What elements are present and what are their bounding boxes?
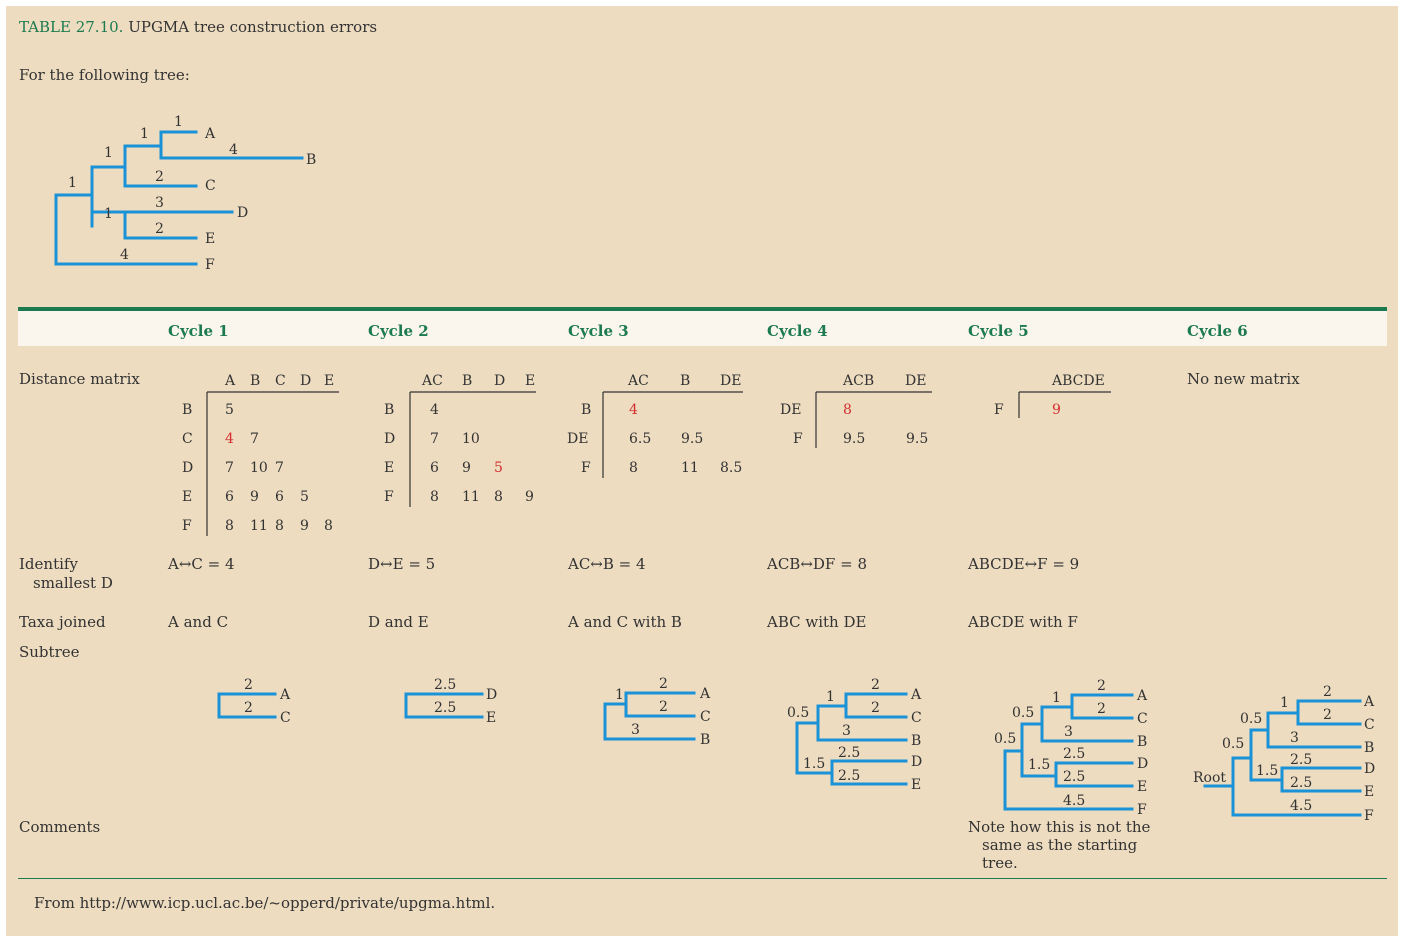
st4-leaf: C bbox=[911, 710, 922, 726]
m3-cell: 9.5 bbox=[681, 431, 704, 447]
subtree-cycle-4 bbox=[787, 677, 922, 793]
joined-2: D and E bbox=[368, 613, 429, 631]
st6-branch: 3 bbox=[1290, 730, 1299, 746]
joined-5: ABCDE with F bbox=[968, 613, 1078, 631]
cycle-header-3: Cycle 3 bbox=[568, 322, 629, 340]
start-branch: 4 bbox=[120, 247, 129, 263]
m1-row: F bbox=[182, 518, 192, 534]
st6-branch: 4.5 bbox=[1290, 798, 1313, 814]
st5-leaf: D bbox=[1137, 756, 1149, 772]
st4-branch: 2 bbox=[871, 700, 880, 716]
m1-cell: 9 bbox=[250, 489, 259, 505]
m2-cell: 8 bbox=[494, 489, 503, 505]
st4-leaf: A bbox=[911, 687, 922, 703]
m2-col: E bbox=[525, 373, 536, 389]
subtree-cycle-6 bbox=[1193, 684, 1375, 824]
row-label-identify: Identify bbox=[19, 555, 78, 573]
m3-cell-highlight: 4 bbox=[629, 402, 638, 418]
row-label-comments: Comments bbox=[19, 818, 101, 836]
row-label-matrix: Distance matrix bbox=[19, 370, 140, 388]
st4-branch: 1.5 bbox=[803, 756, 826, 772]
m1-col: B bbox=[250, 373, 261, 389]
comment-line-2: same as the starting bbox=[982, 836, 1138, 854]
start-branch: 1 bbox=[104, 206, 113, 222]
st5-leaf: C bbox=[1137, 711, 1148, 727]
m4-col: DE bbox=[905, 373, 927, 389]
cycle-header-6: Cycle 6 bbox=[1187, 322, 1248, 340]
m3-cell: 6.5 bbox=[629, 431, 652, 447]
st6-branch: 1 bbox=[1280, 695, 1289, 711]
m1-cell: 11 bbox=[250, 518, 268, 534]
st6-root-label: Root bbox=[1193, 770, 1227, 786]
cycle-header-2: Cycle 2 bbox=[368, 322, 429, 340]
m5-row: F bbox=[994, 402, 1004, 418]
st5-leaf: E bbox=[1137, 779, 1148, 795]
start-branch: 2 bbox=[155, 169, 164, 185]
st6-branch: 2.5 bbox=[1290, 775, 1313, 791]
identify-4: ACB↔DF = 8 bbox=[767, 555, 867, 573]
m1-col: A bbox=[225, 373, 236, 389]
m3-col: DE bbox=[720, 373, 742, 389]
cycle-header-4: Cycle 4 bbox=[767, 322, 828, 340]
start-leaf: B bbox=[306, 152, 317, 168]
st2-branch: 2.5 bbox=[434, 677, 457, 693]
st3-branch: 2 bbox=[659, 699, 668, 715]
m2-cell: 9 bbox=[462, 460, 471, 476]
subtree-cycle-5 bbox=[994, 678, 1148, 818]
m1-cell: 10 bbox=[250, 460, 268, 476]
st3-branch: 1 bbox=[615, 687, 624, 703]
st5-leaf: A bbox=[1137, 688, 1148, 704]
st4-branch: 2.5 bbox=[838, 745, 861, 761]
m1-cell: 7 bbox=[225, 460, 234, 476]
cycle-header-5: Cycle 5 bbox=[968, 322, 1029, 340]
st5-branch: 0.5 bbox=[1012, 705, 1035, 721]
subtree-cycle-2 bbox=[406, 677, 497, 726]
row-label-joined: Taxa joined bbox=[19, 613, 106, 631]
m1-cell-highlight: 4 bbox=[225, 431, 234, 447]
table-number: TABLE 27.10. bbox=[19, 18, 124, 36]
st6-branch: 2 bbox=[1323, 707, 1332, 723]
m1-row: D bbox=[182, 460, 194, 476]
start-branch: 4 bbox=[229, 142, 238, 158]
start-branch: 1 bbox=[140, 126, 149, 142]
st5-leaf: F bbox=[1137, 802, 1147, 818]
m4-col: ACB bbox=[843, 373, 875, 389]
start-branch: 2 bbox=[155, 221, 164, 237]
m1-col: E bbox=[324, 373, 335, 389]
m2-cell: 6 bbox=[430, 460, 439, 476]
joined-3: A and C with B bbox=[568, 613, 682, 631]
st5-branch: 0.5 bbox=[994, 731, 1017, 747]
st5-branch: 1 bbox=[1052, 690, 1061, 706]
subtree-cycle-1 bbox=[219, 677, 291, 726]
m2-cell-highlight: 5 bbox=[494, 460, 503, 476]
st4-branch: 0.5 bbox=[787, 705, 810, 721]
m4-cell: 9.5 bbox=[843, 431, 866, 447]
identify-3: AC↔B = 4 bbox=[568, 555, 646, 573]
st6-leaf: C bbox=[1364, 717, 1375, 733]
m3-cell: 11 bbox=[681, 460, 699, 476]
st5-leaf: B bbox=[1137, 734, 1148, 750]
m2-row: D bbox=[384, 431, 396, 447]
start-leaf: F bbox=[205, 257, 215, 273]
m5-col: ABCDE bbox=[1052, 373, 1105, 389]
m1-row: C bbox=[182, 431, 193, 447]
st3-leaf: C bbox=[700, 709, 711, 725]
m4-cell-highlight: 8 bbox=[843, 402, 852, 418]
st3-leaf: A bbox=[700, 686, 711, 702]
m2-row: E bbox=[384, 460, 395, 476]
m1-cell: 8 bbox=[225, 518, 234, 534]
m3-col: AC bbox=[628, 373, 649, 389]
start-leaf: E bbox=[205, 231, 216, 247]
m2-col: B bbox=[462, 373, 473, 389]
identify-5: ABCDE↔F = 9 bbox=[968, 555, 1080, 573]
source-note: From http://www.icp.ucl.ac.be/~opperd/private/upgma.html. bbox=[34, 894, 496, 912]
st5-branch: 2 bbox=[1097, 678, 1106, 694]
start-branch: 1 bbox=[104, 145, 113, 161]
m3-cell: 8.5 bbox=[720, 460, 743, 476]
st2-branch: 2.5 bbox=[434, 700, 457, 716]
st4-leaf: B bbox=[911, 733, 922, 749]
m2-row: F bbox=[384, 489, 394, 505]
st1-branch: 2 bbox=[244, 700, 253, 716]
st3-leaf: B bbox=[700, 732, 711, 748]
st5-branch: 3 bbox=[1064, 724, 1073, 740]
m1-cell: 5 bbox=[300, 489, 309, 505]
row-label-identify-2: smallest D bbox=[33, 574, 113, 592]
st5-branch: 2 bbox=[1097, 701, 1106, 717]
m1-cell: 8 bbox=[324, 518, 333, 534]
st1-branch: 2 bbox=[244, 677, 253, 693]
cycle-header-1: Cycle 1 bbox=[168, 322, 229, 340]
m1-cell: 7 bbox=[250, 431, 259, 447]
comment-line-3: tree. bbox=[982, 854, 1018, 872]
footer-rule bbox=[18, 878, 1387, 879]
m2-row: B bbox=[384, 402, 395, 418]
st4-leaf: D bbox=[911, 754, 923, 770]
st6-branch: 2.5 bbox=[1290, 752, 1313, 768]
st4-branch: 3 bbox=[842, 723, 851, 739]
m1-cell: 5 bbox=[225, 402, 234, 418]
st4-branch: 2 bbox=[871, 677, 880, 693]
st6-leaf: F bbox=[1364, 808, 1374, 824]
m4-row: F bbox=[793, 431, 803, 447]
table-caption: UPGMA tree construction errors bbox=[128, 18, 378, 36]
st1-leaf: C bbox=[280, 710, 291, 726]
st5-branch: 1.5 bbox=[1028, 757, 1051, 773]
st5-branch: 2.5 bbox=[1063, 769, 1086, 785]
table-panel bbox=[6, 6, 1398, 936]
m2-cell: 7 bbox=[430, 431, 439, 447]
m1-row: B bbox=[182, 402, 193, 418]
m2-cell: 8 bbox=[430, 489, 439, 505]
identify-2: D↔E = 5 bbox=[368, 555, 436, 573]
intro-text: For the following tree: bbox=[19, 66, 190, 84]
start-branch: 1 bbox=[68, 175, 77, 191]
m1-col: D bbox=[300, 373, 312, 389]
subtrees bbox=[6, 6, 1398, 936]
m3-row: DE bbox=[567, 431, 589, 447]
m3-row: F bbox=[581, 460, 591, 476]
st1-leaf: A bbox=[280, 687, 291, 703]
m1-cell: 6 bbox=[275, 489, 284, 505]
joined-4: ABC with DE bbox=[767, 613, 867, 631]
st4-branch: 1 bbox=[826, 689, 835, 705]
joined-1: A and C bbox=[168, 613, 229, 631]
m2-cell: 4 bbox=[430, 402, 439, 418]
m2-col: AC bbox=[422, 373, 443, 389]
st6-branch: 2 bbox=[1323, 684, 1332, 700]
m2-col: D bbox=[494, 373, 506, 389]
m1-cell: 6 bbox=[225, 489, 234, 505]
m1-col: C bbox=[275, 373, 286, 389]
m2-cell: 9 bbox=[525, 489, 534, 505]
m4-row: DE bbox=[780, 402, 802, 418]
row-label-subtree: Subtree bbox=[19, 643, 80, 661]
start-leaf: A bbox=[205, 126, 216, 142]
m2-cell: 10 bbox=[462, 431, 480, 447]
comment-line-1: Note how this is not the bbox=[968, 818, 1151, 836]
m3-row: B bbox=[581, 402, 592, 418]
m5-cell-highlight: 9 bbox=[1052, 402, 1061, 418]
st2-leaf: D bbox=[486, 687, 498, 703]
st6-branch: 0.5 bbox=[1222, 736, 1245, 752]
st3-branch: 3 bbox=[631, 722, 640, 738]
st5-branch: 4.5 bbox=[1063, 793, 1086, 809]
m1-cell: 9 bbox=[300, 518, 309, 534]
st3-branch: 2 bbox=[659, 676, 668, 692]
m1-cell: 8 bbox=[275, 518, 284, 534]
st6-branch: 1.5 bbox=[1256, 763, 1279, 779]
st4-branch: 2.5 bbox=[838, 768, 861, 784]
start-leaf: C bbox=[205, 178, 216, 194]
m3-col: B bbox=[680, 373, 691, 389]
m6-no-matrix: No new matrix bbox=[1187, 370, 1300, 388]
start-branch: 3 bbox=[155, 195, 164, 211]
st6-leaf: A bbox=[1364, 694, 1375, 710]
st5-branch: 2.5 bbox=[1063, 746, 1086, 762]
m1-row: E bbox=[182, 489, 193, 505]
st6-branch: 0.5 bbox=[1240, 711, 1263, 727]
st2-leaf: E bbox=[486, 710, 497, 726]
identify-1: A↔C = 4 bbox=[168, 555, 235, 573]
m1-cell: 7 bbox=[275, 460, 284, 476]
st6-leaf: B bbox=[1364, 740, 1375, 756]
st6-leaf: E bbox=[1364, 784, 1375, 800]
st4-leaf: E bbox=[911, 777, 922, 793]
m3-cell: 8 bbox=[629, 460, 638, 476]
subtree-cycle-3 bbox=[605, 676, 711, 748]
start-branch: 1 bbox=[174, 114, 183, 130]
st6-leaf: D bbox=[1364, 761, 1376, 777]
m4-cell: 9.5 bbox=[906, 431, 929, 447]
start-leaf: D bbox=[237, 205, 249, 221]
m2-cell: 11 bbox=[462, 489, 480, 505]
